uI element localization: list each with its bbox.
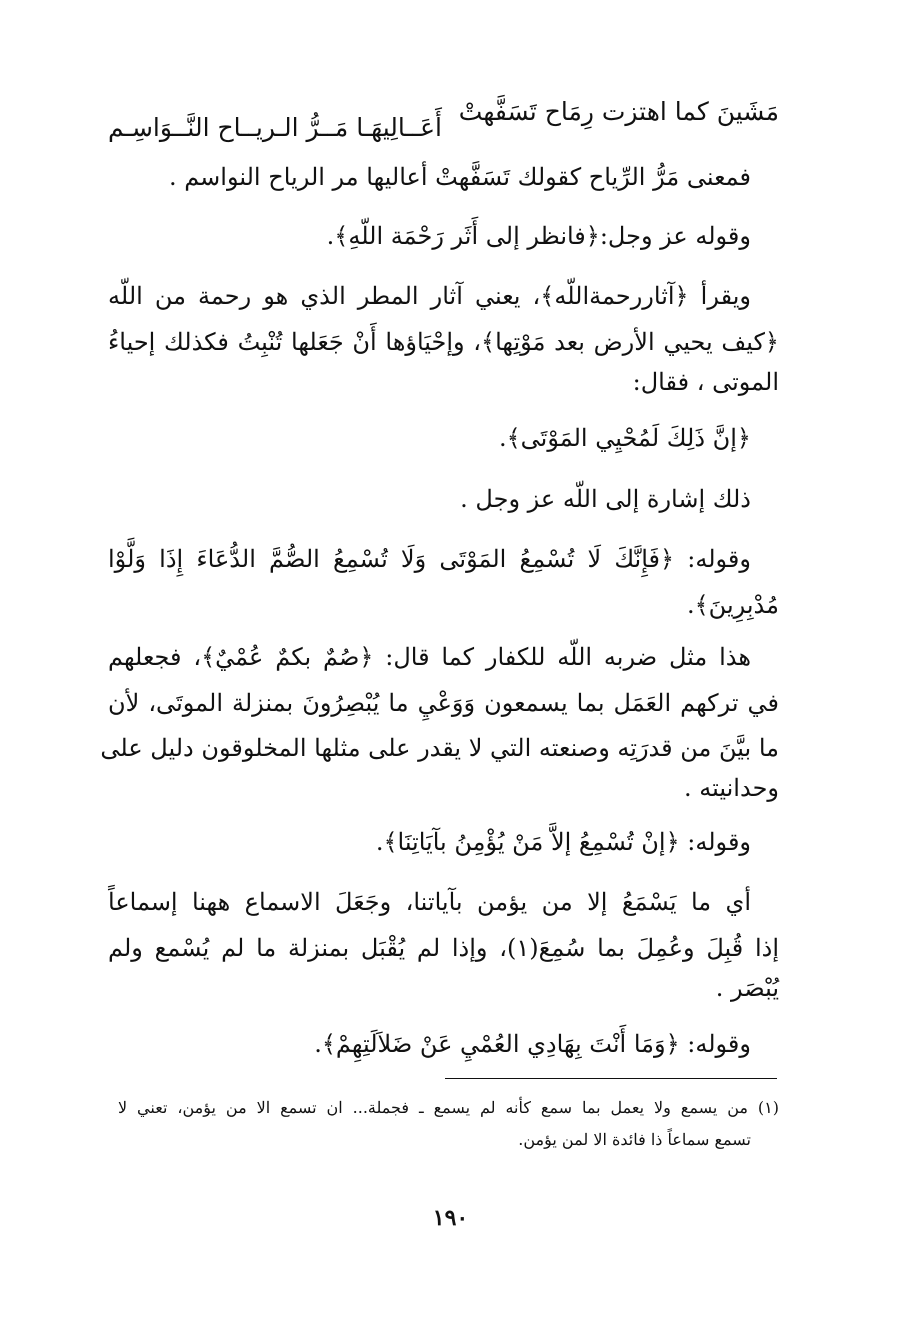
quran-verse: وقوله: ﴿إنْ تُسْمِعُ إلاَّ مَنْ يُؤْمِنُ بآيَاتِنَا﴾. bbox=[375, 828, 751, 856]
body-line: ﴿كيف يحيي الأرض بعد مَوْتِها﴾، وإحْيَاؤها أَنْ جَعَلها تُنْبِتُ فكذلك إحياءُ bbox=[108, 328, 779, 356]
body-line: هذا مثل ضربه اللّه للكفار كما قال: ﴿صُمٌ بكمٌ عُمْيٌ﴾، فجعلهم bbox=[108, 643, 751, 671]
body-line: في تركهم العَمَل بما يسمعون وَوَعْيِ ما يُبْصِرُونَ بمنزلة الموتَى، لأن bbox=[108, 689, 779, 717]
page-number: ١٩٠ bbox=[432, 1205, 469, 1231]
footnote-line: تسمع سماعاً ذا فائدة الا لمن يؤمن. bbox=[518, 1130, 751, 1149]
body-line: ما بيَّنَ من قدرَتِه وصنعته التي لا يقدر على مثلها المخلوقون دليل على bbox=[100, 734, 779, 762]
body-line: وقوله عز وجل:﴿فانظر إلى أَثَر رَحْمَة اللّهِ﴾. bbox=[326, 222, 751, 250]
quran-verse: وقوله: ﴿وَمَا أَنْتَ بِهَادِي العُمْيِ عَنْ ضَلاَلَتِهِمْ﴾. bbox=[314, 1030, 751, 1058]
body-line: فمعنى مَرُّ الرِّياح كقولك تَسَفَّهتْ أعاليها مر الرياح النواسم . bbox=[168, 163, 751, 191]
verse-first-hemistich: مَشَينَ كما اهتزت رِمَاح تَسَفَّهتْ bbox=[458, 97, 779, 126]
body-line: الموتى ، فقال: bbox=[632, 368, 779, 396]
quran-verse: ﴿إنَّ ذَلِكَ لَمُحْيِي المَوْتَى﴾. bbox=[498, 424, 751, 452]
body-line: إذا قُبِلَ وعُمِلَ بما سُمِعَ(١)، وإذا لم يُقْبَل بمنزلة ما لم يُسْمع ولم bbox=[108, 934, 779, 962]
body-line: ذلك إشارة إلى اللّه عز وجل . bbox=[460, 485, 751, 513]
body-line: وحدانيته . bbox=[684, 774, 779, 802]
body-line: وقوله: ﴿فَإِنَّكَ لَا تُسْمِعُ المَوْتَى وَلَا تُسْمِعُ الصُّمَّ الدُّعَاءَ إِذَا وَلَّوْا bbox=[108, 545, 751, 573]
footnote-divider bbox=[445, 1078, 777, 1079]
verse-second-hemistich: أَعَــالِيهَـا مَــرُّ الـريــاح النَّــوَاسِـم bbox=[108, 113, 442, 142]
body-line: ويقرأ ﴿آثاررحمةاللّه﴾، يعني آثار المطر الذي هو رحمة من اللّه bbox=[108, 282, 751, 310]
body-line: أي ما يَسْمَعُ إلا من يؤمن بآياتنا، وجَعَلَ الاسماع ههنا إسماعاً bbox=[108, 888, 751, 916]
body-line: مُدْبِرِينَ﴾. bbox=[686, 591, 779, 619]
footnote-line: (١) من يسمع ولا يعمل بما سمع كأنه لم يسمع ـ فجملة... ان تسمع الا من يؤمن، تعني لا bbox=[118, 1098, 779, 1117]
body-line: يُبْصَر . bbox=[715, 974, 779, 1002]
